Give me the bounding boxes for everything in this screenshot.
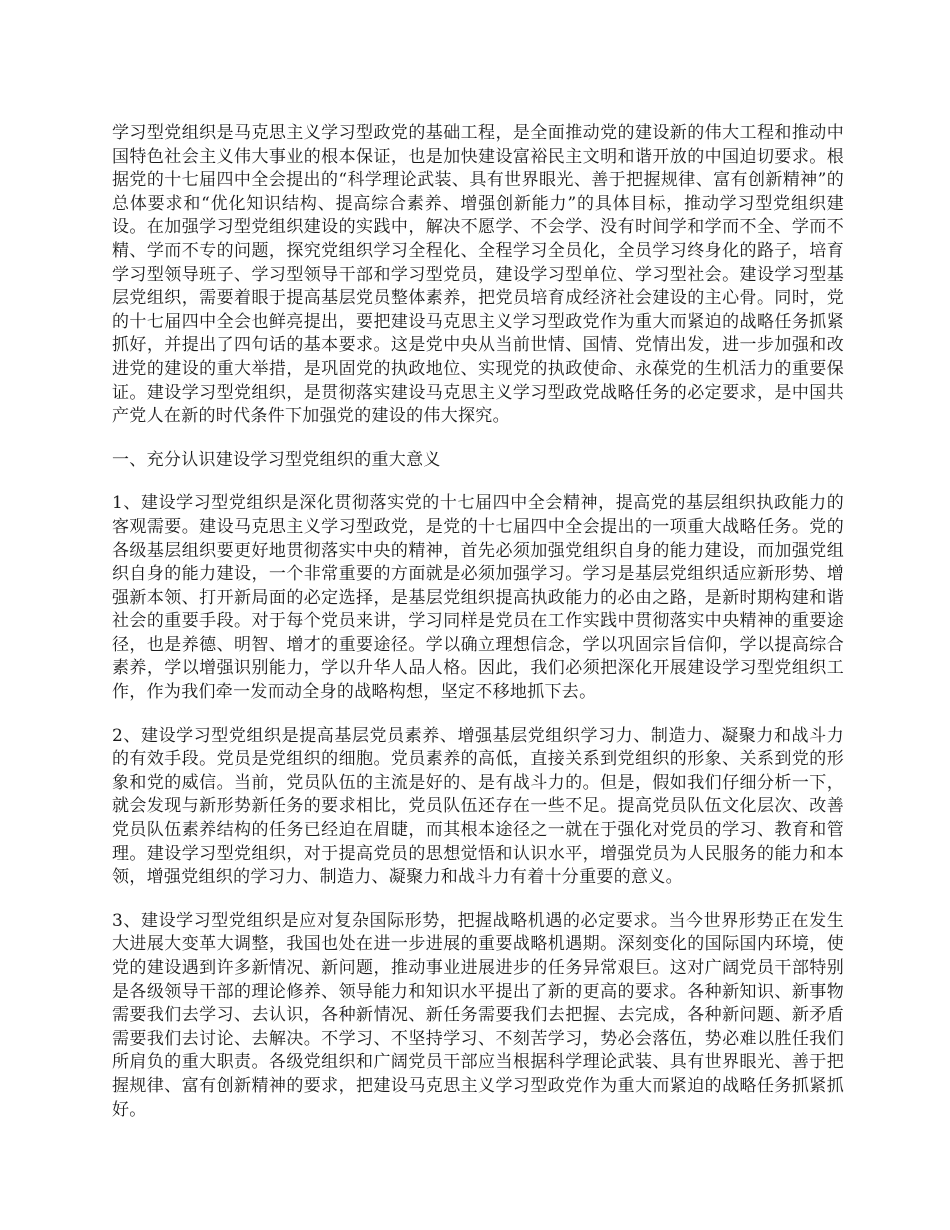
point-2-paragraph: 2、建设学习型党组织是提高基层党员素养、增强基层党组织学习力、制造力、凝聚力和战斗力的有效手段。党员是党组织的细胞。党员素养的高低，直接关系到党组织的形象、关系到党的形象和党的威信。当前，党员队伍的主流是好的、是有战斗力的。但是，假如我们仔细分析一下，就会发现与新形势新任务的要求相比，党员队伍还存在一些不足。提高党员队伍文化层次、改善党员队伍素养结构的任务已经迫在眉睫，而其根本途径之一就在于强化对党员的学习、教育和管理。建设学习型党组织，对于提高党员的思想觉悟和认识水平，增强党员为人民服务的能力和本领，增强党组织的学习力、制造力、凝聚力和战斗力有着十分重要的意义。: [112, 725, 844, 888]
intro-paragraph: 学习型党组织是马克思主义学习型政党的基础工程，是全面推动党的建设新的伟大工程和推动中国特色社会主义伟大事业的根本保证，也是加快建设富裕民主文明和谐开放的中国迫切要求。根据党的十七届四中全会提出的“科学理论武装、具有世界眼光、善于把握规律、富有创新精神”的总体要求和“优化知识结构、提高综合素养、增强创新能力”的具体目标，推动学习型党组织建设。在加强学习型党组织建设的实践中，解决不愿学、不会学、没有时间学和学而不全、学而不精、学而不专的问题，探究党组织学习全程化、全程学习全员化，全员学习终身化的路子，培育学习型领导班子、学习型领导干部和学习型党员，建设学习型单位、学习型社会。建设学习型基层党组织，需要着眼于提高基层党员整体素养，把党员培育成经济社会建设的主心骨。同时，党的十七届四中全会也鲜亮提出，要把建设马克思主义学习型政党作为重大而紧迫的战略任务抓紧抓好，并提出了四句话的基本要求。这是党中央从当前世情、国情、党情出发，进一步加强和改进党的建设的重大举措，是巩固党的执政地位、实现党的执政使命、永葆党的生机活力的重要保证。建设学习型党组织，是贯彻落实建设马克思主义学习型政党战略任务的必定要求，是中国共产党人在新的时代条件下加强党的建设的伟大探究。: [112, 123, 844, 427]
point-3-paragraph: 3、建设学习型党组织是应对复杂国际形势，把握战略机遇的必定要求。当今世界形势正在发生大进展大变革大调整，我国也处在进一步进展的重要战略机遇期。深刻变化的国际国内环境，使党的建设遇到许多新情况、新问题，推动事业进展进步的任务异常艰巨。这对广阔党员干部特别是各级领导干部的理论修养、领导能力和知识水平提出了新的更高的要求。各种新知识、新事物需要我们去学习、去认识，各种新情况、新任务需要我们去把握、去完成，各种新问题、新矛盾需要我们去讨论、去解决。不学习、不坚持学习、不刻苦学习，势必会落伍，势必难以胜任我们所肩负的重大职责。各级党组织和广阔党员干部应当根据科学理论武装、具有世界眼光、善于把握规律、富有创新精神的要求，把建设马克思主义学习型政党作为重大而紧迫的战略任务抓紧抓好。: [112, 910, 844, 1120]
point-1-paragraph: 1、建设学习型党组织是深化贯彻落实党的十七届四中全会精神，提高党的基层组织执政能力的客观需要。建设马克思主义学习型政党，是党的十七届四中全会提出的一项重大战略任务。党的各级基层组织要更好地贯彻落实中央的精神，首先必须加强党组织自身的能力建设，而加强党组织自身的能力建设，一个非常重要的方面就是必须加强学习。学习是基层党组织适应新形势、增强新本领、打开新局面的必定选择，是基层党组织提高执政能力的必由之路，是新时期构建和谐社会的重要手段。对于每个党员来讲，学习同样是党员在工作实践中贯彻落实中央精神的重要途径，也是养德、明智、增才的重要途径。学以确立理想信念，学以巩固宗旨信仰，学以提高综合素养，学以增强识别能力，学以升华人品人格。因此，我们必须把深化开展建设学习型党组织工作，作为我们牵一发而动全身的战略构想，坚定不移地抓下去。: [112, 493, 844, 703]
section-heading: 一、充分认识建设学习型党组织的重大意义: [112, 449, 441, 470]
document-body: [112, 122, 844, 1142]
